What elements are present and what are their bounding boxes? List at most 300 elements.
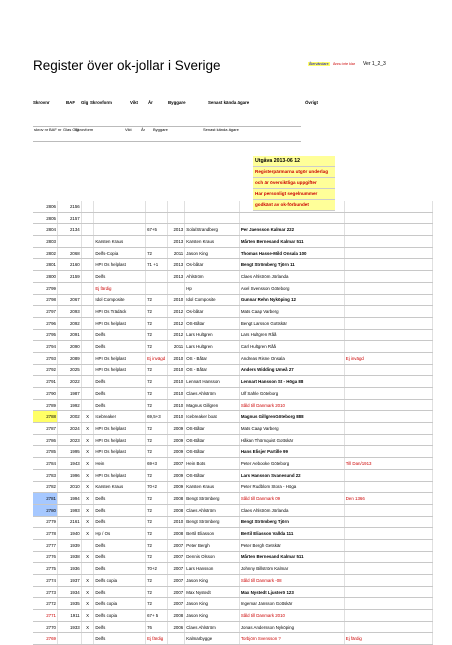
table-row bbox=[33, 469, 433, 481]
cell-vikt: 72 bbox=[146, 388, 168, 400]
cell-baf: 1936 bbox=[57, 563, 81, 575]
note-line: och är översiktliga uppgifter bbox=[253, 178, 335, 189]
cell-skrovform: Delfs bbox=[94, 633, 146, 645]
cell-skrovform: Ej färdig bbox=[94, 282, 146, 294]
cell-agare: Mårten Bernesand Kalmar 511 bbox=[239, 236, 344, 248]
cell-skrovform: Icebreaker bbox=[94, 411, 146, 423]
cell-agare: Håkan Thörnquist Gottskär bbox=[239, 434, 344, 446]
cell-skrovform: Delfs bbox=[94, 539, 146, 551]
cell-skrovnr: 2799 bbox=[33, 282, 57, 294]
cell-agare: Carl Hultgren Råå bbox=[239, 341, 344, 353]
cell-vikt: 72 bbox=[146, 469, 168, 481]
cell-agare: Lennart Hansson St - Höga 88 bbox=[239, 376, 344, 388]
cell-ovrigt bbox=[344, 539, 432, 551]
header-agare: Senast kända ägare bbox=[208, 100, 250, 105]
cell-ovrigt bbox=[344, 282, 432, 294]
cell-skrovform: HPI Os helplast bbox=[94, 446, 146, 458]
cell-skrovnr: 2798 bbox=[33, 294, 57, 306]
cell-glg: X bbox=[81, 493, 94, 505]
cell-skrovform: HPI Os helplast bbox=[94, 364, 146, 376]
cell-glg bbox=[81, 201, 94, 212]
cell-byggare: OS-Båtar bbox=[185, 469, 240, 481]
cell-baf: 2134 bbox=[57, 224, 81, 236]
cell-skrovnr: 2802 bbox=[33, 247, 57, 259]
cell-vikt: 70+2 bbox=[146, 481, 168, 493]
cell-skrovnr: 2785 bbox=[33, 446, 57, 458]
table-row bbox=[33, 271, 433, 283]
cell-byggare: Lars Hultgren bbox=[185, 329, 240, 341]
cell-glg bbox=[81, 364, 94, 376]
table-row bbox=[33, 458, 433, 470]
cell-vikt: 72 bbox=[146, 294, 168, 306]
cell-agare: Andreas Risne Onsala bbox=[239, 352, 344, 364]
cell-agare: Peter Bergh Getskär bbox=[239, 539, 344, 551]
edition-title: Utgåva 2013-06 12 bbox=[253, 156, 335, 167]
cell-glg: X bbox=[81, 458, 94, 470]
cell-skrovnr: 2801 bbox=[33, 259, 57, 271]
cell-skrovnr: 2771 bbox=[33, 610, 57, 622]
cell-baf: 2161 bbox=[57, 516, 81, 528]
table-row bbox=[33, 259, 433, 271]
sub-vikt: Vikt bbox=[125, 127, 132, 132]
cell-byggare: Bengt Strömberg bbox=[185, 516, 240, 528]
cell-vikt: 72 bbox=[146, 317, 168, 329]
cell-ovrigt bbox=[344, 236, 432, 248]
cell-baf: 2010 bbox=[57, 481, 81, 493]
cell-vikt: 72 bbox=[146, 598, 168, 610]
cell-agare: Ulf Sahle Göteborg bbox=[239, 388, 344, 400]
table-row bbox=[33, 247, 433, 259]
cell-skrovform: Delfs copia bbox=[94, 598, 146, 610]
table-row bbox=[33, 493, 433, 505]
cell-ovrigt bbox=[344, 306, 432, 318]
cell-byggare bbox=[185, 201, 240, 212]
cell-baf: 2024 bbox=[57, 423, 81, 435]
cell-agare: Claes Ahlström Jörlanda bbox=[239, 271, 344, 283]
register-table bbox=[33, 201, 433, 645]
cell-baf: 2025 bbox=[57, 364, 81, 376]
cell-vikt bbox=[146, 271, 168, 283]
cell-glg bbox=[81, 282, 94, 294]
cell-ar: 2007 bbox=[168, 539, 185, 551]
cell-glg bbox=[81, 271, 94, 283]
cell-glg bbox=[81, 294, 94, 306]
cell-skrovnr: 2805 bbox=[33, 212, 57, 224]
table-row bbox=[33, 551, 433, 563]
cell-agare: Ingemar Jansson Gottskär bbox=[239, 598, 344, 610]
table-row bbox=[33, 610, 433, 622]
cell-ar bbox=[168, 282, 185, 294]
cell-glg bbox=[81, 247, 94, 259]
cell-agare: Magnus GillgrenGöteborg 888 bbox=[239, 411, 344, 423]
cell-skrovnr: 2770 bbox=[33, 621, 57, 633]
cell-ovrigt bbox=[344, 423, 432, 435]
cell-baf: 1937 bbox=[57, 575, 81, 587]
page-title: Register över ok-jollar i Sverige bbox=[33, 58, 221, 73]
cell-vikt bbox=[146, 212, 168, 224]
cell-glg bbox=[81, 317, 94, 329]
cell-vikt: 72 bbox=[146, 399, 168, 411]
cell-ovrigt bbox=[344, 434, 432, 446]
cell-ar: 2010 bbox=[168, 294, 185, 306]
column-header bbox=[33, 100, 433, 108]
cell-byggare: Hp bbox=[185, 282, 240, 294]
table-row bbox=[33, 481, 433, 493]
cell-vikt: 70+2 bbox=[146, 563, 168, 575]
cell-ovrigt bbox=[344, 259, 432, 271]
cell-glg: X bbox=[81, 551, 94, 563]
cell-baf: 1994 bbox=[57, 493, 81, 505]
tag-not-done: Ännu inte klar bbox=[333, 62, 355, 66]
cell-agare: Lars Hultgren Råå bbox=[239, 329, 344, 341]
cell-agare: Såld till Danmark 2010 bbox=[239, 399, 344, 411]
cell-byggare: Dennis Olsson bbox=[185, 551, 240, 563]
cell-ar: 2008 bbox=[168, 610, 185, 622]
cell-ovrigt: Ej färdig bbox=[344, 633, 432, 645]
cell-vikt: 72 bbox=[146, 575, 168, 587]
cell-agare: Anders Widding Umeå 27 bbox=[239, 364, 344, 376]
cell-ovrigt bbox=[344, 481, 432, 493]
table-row bbox=[33, 575, 433, 587]
table-row bbox=[33, 399, 433, 411]
table-row bbox=[33, 376, 433, 388]
table-row bbox=[33, 586, 433, 598]
cell-vikt: Ej färdig bbox=[146, 633, 168, 645]
cell-ovrigt bbox=[344, 376, 432, 388]
cell-byggare: Jason King bbox=[185, 247, 240, 259]
cell-baf: 1996 bbox=[57, 469, 81, 481]
cell-skrovnr: 2780 bbox=[33, 504, 57, 516]
cell-ovrigt bbox=[344, 575, 432, 587]
cell-skrovform: Karsten Kraus bbox=[94, 481, 146, 493]
table-row bbox=[33, 224, 433, 236]
cell-ovrigt bbox=[344, 621, 432, 633]
cell-baf: 2160 bbox=[57, 259, 81, 271]
cell-byggare: OS - Båtar bbox=[185, 352, 240, 364]
cell-ovrigt bbox=[344, 388, 432, 400]
cell-skrovform: HPI Os helplast bbox=[94, 423, 146, 435]
cell-skrovform bbox=[94, 224, 146, 236]
cell-ovrigt bbox=[344, 586, 432, 598]
cell-skrovform: HPI Os helplast bbox=[94, 317, 146, 329]
header-ar: År bbox=[148, 100, 153, 105]
cell-agare: Johnny Billström Kalmar bbox=[239, 563, 344, 575]
cell-glg bbox=[81, 376, 94, 388]
cell-skrovform: Delfs bbox=[94, 376, 146, 388]
cell-ovrigt bbox=[344, 446, 432, 458]
header-ovrigt: Övrigt bbox=[305, 100, 318, 105]
cell-byggare: Sola/Strandberg bbox=[185, 224, 240, 236]
cell-baf: 1938 bbox=[57, 551, 81, 563]
table-row bbox=[33, 563, 433, 575]
cell-skrovform: HPI Os helplast bbox=[94, 352, 146, 364]
cell-agare: Torbjörn Svensson ? bbox=[239, 633, 344, 645]
cell-ar bbox=[168, 633, 185, 645]
cell-glg: X bbox=[81, 598, 94, 610]
cell-vikt: Ej invägd bbox=[146, 352, 168, 364]
sub-ar: År bbox=[141, 127, 145, 132]
cell-byggare: Idol Composite bbox=[185, 294, 240, 306]
cell-skrovform: Delfs bbox=[94, 388, 146, 400]
cell-vikt: 72 bbox=[146, 423, 168, 435]
cell-agare: Max Nystedt Ljusterö 123 bbox=[239, 586, 344, 598]
cell-ar: 2010 bbox=[168, 364, 185, 376]
cell-ar: 2013 bbox=[168, 236, 185, 248]
cell-ar: 2009 bbox=[168, 423, 185, 435]
cell-skrovform: Delfs bbox=[94, 493, 146, 505]
cell-glg bbox=[81, 341, 94, 353]
cell-ar: 2007 bbox=[168, 551, 185, 563]
cell-skrovnr: 2783 bbox=[33, 469, 57, 481]
cell-ovrigt bbox=[344, 551, 432, 563]
cell-skrovform bbox=[94, 212, 146, 224]
cell-skrovnr: 2794 bbox=[33, 341, 57, 353]
table-row bbox=[33, 329, 433, 341]
cell-baf: 2157 bbox=[57, 212, 81, 224]
cell-byggare: Kalmarbygge bbox=[185, 633, 240, 645]
cell-agare bbox=[239, 212, 344, 224]
sub-skrovnr: skrov nr bbox=[34, 127, 49, 132]
cell-glg: X bbox=[81, 504, 94, 516]
cell-ar: 2008 bbox=[168, 504, 185, 516]
cell-ar: 2008 bbox=[168, 528, 185, 540]
table-row bbox=[33, 621, 433, 633]
cell-skrovnr: 2806 bbox=[33, 201, 57, 212]
cell-skrovform: Delfs copia bbox=[94, 575, 146, 587]
cell-skrovnr: 2775 bbox=[33, 563, 57, 575]
cell-skrovform: Delfs bbox=[94, 329, 146, 341]
cell-agare: Såld till Danmark 2010 bbox=[239, 610, 344, 622]
cell-byggare: Bertil Eliasson bbox=[185, 528, 240, 540]
table-row bbox=[33, 282, 433, 294]
cell-glg: X bbox=[81, 528, 94, 540]
cell-skrovnr: 2790 bbox=[33, 388, 57, 400]
cell-ovrigt: Ej invägd bbox=[344, 352, 432, 364]
cell-skrovform: Karsten Kraus bbox=[94, 236, 146, 248]
cell-ar: 2011 bbox=[168, 341, 185, 353]
cell-ar: 2006 bbox=[168, 621, 185, 633]
cell-ar: 2009 bbox=[168, 434, 185, 446]
cell-ar bbox=[168, 212, 185, 224]
cell-ar: 2010 bbox=[168, 399, 185, 411]
cell-skrovform: Hein bbox=[94, 458, 146, 470]
table-row bbox=[33, 236, 433, 248]
cell-byggare bbox=[185, 212, 240, 224]
cell-skrovnr: 2793 bbox=[33, 352, 57, 364]
cell-skrovnr: 2776 bbox=[33, 551, 57, 563]
cell-glg: X bbox=[81, 469, 94, 481]
header-skrovform: Skrovform bbox=[90, 100, 112, 105]
cell-skrovform: HPI Os helplast bbox=[94, 434, 146, 446]
cell-baf: 2156 bbox=[57, 201, 81, 212]
cell-skrovnr: 2777 bbox=[33, 539, 57, 551]
cell-baf: 1940 bbox=[57, 528, 81, 540]
cell-ar: 2009 bbox=[168, 446, 185, 458]
cell-ovrigt bbox=[344, 201, 432, 212]
cell-skrovform: Delfs bbox=[94, 399, 146, 411]
table-row bbox=[33, 504, 433, 516]
cell-skrovnr: 2773 bbox=[33, 586, 57, 598]
table-row bbox=[33, 306, 433, 318]
cell-glg: X bbox=[81, 481, 94, 493]
cell-agare: Såld till Danmark 09 bbox=[239, 493, 344, 505]
table-row bbox=[33, 423, 433, 435]
cell-skrovform: Idol Composite bbox=[94, 294, 146, 306]
cell-byggare: Jason King bbox=[185, 610, 240, 622]
cell-vikt: 72 bbox=[146, 528, 168, 540]
header-glg: Glg bbox=[81, 100, 89, 105]
cell-glg bbox=[81, 306, 94, 318]
cell-agare: Såld till Danmark -08 bbox=[239, 575, 344, 587]
cell-byggare: Karsten Kraus bbox=[185, 481, 240, 493]
cell-glg: X bbox=[81, 621, 94, 633]
cell-vikt: 72 bbox=[146, 446, 168, 458]
cell-vikt: 72 bbox=[146, 306, 168, 318]
cell-skrovform: Delfs bbox=[94, 551, 146, 563]
cell-baf: 2089 bbox=[57, 352, 81, 364]
note-line: godkänt av ok-förbundet bbox=[253, 200, 335, 211]
cell-vikt: 72 bbox=[146, 493, 168, 505]
table-row bbox=[33, 434, 433, 446]
cell-ar: 2013 bbox=[168, 271, 185, 283]
cell-byggare: Lennart Hansson bbox=[185, 376, 240, 388]
cell-vikt: 71 +1 bbox=[146, 259, 168, 271]
cell-agare: Mårten Bernesand Kalmar 511 bbox=[239, 551, 344, 563]
cell-skrovform: Delfs bbox=[94, 563, 146, 575]
subheader bbox=[33, 126, 433, 140]
cell-ovrigt bbox=[344, 598, 432, 610]
cell-glg bbox=[81, 236, 94, 248]
cell-vikt: 72 bbox=[146, 341, 168, 353]
cell-ar: 2011 bbox=[168, 247, 185, 259]
cell-ovrigt bbox=[344, 528, 432, 540]
cell-ar: 2009 bbox=[168, 469, 185, 481]
cell-byggare: Karsten Kraus bbox=[185, 236, 240, 248]
cell-ovrigt bbox=[344, 247, 432, 259]
version-label: Ver 1_2_3 bbox=[363, 61, 386, 67]
cell-baf: 1943 bbox=[57, 458, 81, 470]
cell-vikt: 72 bbox=[146, 586, 168, 598]
cell-ovrigt bbox=[344, 516, 432, 528]
table-row bbox=[33, 539, 433, 551]
header-baf: BAF bbox=[66, 100, 76, 105]
cell-vikt: 76 bbox=[146, 621, 168, 633]
cell-glg bbox=[81, 539, 94, 551]
cell-glg bbox=[81, 399, 94, 411]
cell-byggare: Bengt Strömberg bbox=[185, 493, 240, 505]
cell-skrovform: Delfs-Copia bbox=[94, 247, 146, 259]
cell-agare: Peter Rudblom Stora - Höga bbox=[239, 481, 344, 493]
cell-skrovform: HPI Os Trädäck bbox=[94, 306, 146, 318]
cell-skrovnr: 2787 bbox=[33, 423, 57, 435]
cell-glg: X bbox=[81, 446, 94, 458]
cell-ovrigt bbox=[344, 271, 432, 283]
cell-skrovnr: 2786 bbox=[33, 434, 57, 446]
cell-baf: 1993 bbox=[57, 504, 81, 516]
cell-ovrigt bbox=[344, 212, 432, 224]
sub-byggare: Byggare bbox=[153, 127, 168, 132]
cell-ar: 2009 bbox=[168, 481, 185, 493]
cell-vikt: 72 bbox=[146, 434, 168, 446]
cell-ovrigt bbox=[344, 504, 432, 516]
cell-skrovnr: 2804 bbox=[33, 224, 57, 236]
table-row bbox=[33, 364, 433, 376]
cell-baf bbox=[57, 236, 81, 248]
cell-ar: 2013 bbox=[168, 224, 185, 236]
cell-ar: 2007 bbox=[168, 586, 185, 598]
cell-baf: 2093 bbox=[57, 306, 81, 318]
cell-glg bbox=[81, 633, 94, 645]
cell-vikt: 72 bbox=[146, 376, 168, 388]
cell-vikt: 72 bbox=[146, 539, 168, 551]
cell-byggare: Claes Ahlström bbox=[185, 621, 240, 633]
cell-skrovnr: 2796 bbox=[33, 317, 57, 329]
table-row bbox=[33, 411, 433, 423]
cell-baf: 2022 bbox=[57, 376, 81, 388]
cell-baf: 1911 bbox=[57, 610, 81, 622]
cell-skrovnr: 2779 bbox=[33, 516, 57, 528]
cell-skrovnr: 2792 bbox=[33, 364, 57, 376]
sub-agare: Senast kända ägare bbox=[203, 127, 239, 132]
cell-vikt bbox=[146, 282, 168, 294]
cell-agare: Axel Svensson Göteborg bbox=[239, 282, 344, 294]
cell-skrovnr: 2769 bbox=[33, 633, 57, 645]
cell-ar: 2007 bbox=[168, 598, 185, 610]
cell-baf: 2090 bbox=[57, 341, 81, 353]
cell-agare: Bengt Strömberg Tjörn bbox=[239, 516, 344, 528]
cell-vikt bbox=[146, 236, 168, 248]
cell-byggare: Claes Ahlström bbox=[185, 388, 240, 400]
cell-byggare: Hein Bots bbox=[185, 458, 240, 470]
cell-byggare: OS - Båtar bbox=[185, 364, 240, 376]
cell-vikt: 72 bbox=[146, 516, 168, 528]
cell-baf: 2068 bbox=[57, 247, 81, 259]
cell-ovrigt bbox=[344, 329, 432, 341]
cell-baf bbox=[57, 282, 81, 294]
cell-baf bbox=[57, 633, 81, 645]
cell-baf: 1987 bbox=[57, 388, 81, 400]
note-line: Registerpärmarna utgör underlag bbox=[253, 167, 335, 178]
cell-skrovnr: 2781 bbox=[33, 493, 57, 505]
table-row bbox=[33, 528, 433, 540]
cell-vikt: 72 bbox=[146, 551, 168, 563]
cell-skrovform: Delfs bbox=[94, 341, 146, 353]
table-row bbox=[33, 341, 433, 353]
cell-skrovnr: 2782 bbox=[33, 481, 57, 493]
cell-ovrigt: Till Dan/1913 bbox=[344, 458, 432, 470]
cell-skrovnr: 2788 bbox=[33, 411, 57, 423]
cell-ar: 2007 bbox=[168, 458, 185, 470]
cell-ovrigt: Den 1366 bbox=[344, 493, 432, 505]
cell-glg bbox=[81, 259, 94, 271]
cell-vikt: 72 bbox=[146, 504, 168, 516]
cell-ovrigt bbox=[344, 399, 432, 411]
cell-byggare: OS-Båtar bbox=[185, 446, 240, 458]
cell-ar: 2012 bbox=[168, 317, 185, 329]
cell-byggare: OS-Båtar bbox=[185, 434, 240, 446]
cell-byggare: Magnus Gillgren bbox=[185, 399, 240, 411]
cell-agare: Jonas Andersson Nyköping bbox=[239, 621, 344, 633]
cell-skrovform: Delfs copia bbox=[94, 610, 146, 622]
cell-glg: X bbox=[81, 575, 94, 587]
cell-skrovform bbox=[94, 201, 146, 212]
cell-baf: 1935 bbox=[57, 598, 81, 610]
cell-skrovnr: 2789 bbox=[33, 399, 57, 411]
cell-skrovnr: 2797 bbox=[33, 306, 57, 318]
cell-vikt: 72 bbox=[146, 329, 168, 341]
cell-ar: 2007 bbox=[168, 575, 185, 587]
table-row bbox=[33, 212, 433, 224]
